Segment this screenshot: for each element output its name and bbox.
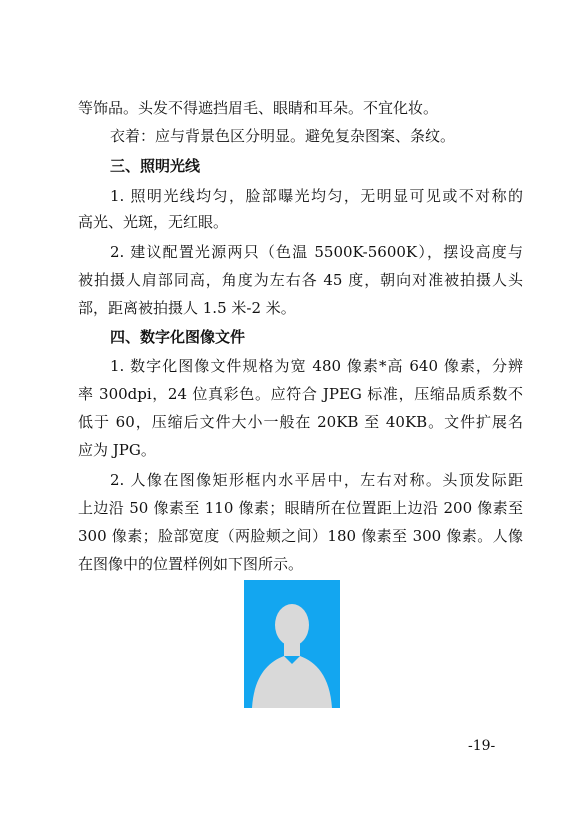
text-line: 衣着：应与背景色区分明显。避免复杂图案、条纹。	[110, 127, 456, 145]
person-silhouette-icon	[244, 580, 340, 708]
text-line: 部，距离被拍摄人 1.5 米-2 米。	[78, 299, 296, 317]
text-line: 1. 数字化图像文件规格为宽 480 像素*高 640 像素，分辨	[110, 357, 523, 375]
text-line: 1. 照明光线均匀，脸部曝光均匀，无明显可见或不对称的	[110, 187, 523, 205]
text-line: 高光、光斑，无红眼。	[78, 213, 229, 231]
text-line: 300 像素；脸部宽度（两脸颊之间）180 像素至 300 像素。人像	[78, 527, 523, 545]
section-heading: 四、数字化图像文件	[110, 328, 246, 346]
text-line: 2. 人像在图像矩形框内水平居中，左右对称。头顶发际距	[110, 471, 523, 489]
page-number: -19-	[468, 738, 496, 754]
text-line: 上边沿 50 像素至 110 像素；眼睛所在位置距上边沿 200 像素至	[78, 499, 523, 517]
text-line: 率 300dpi，24 位真彩色。应符合 JPEG 标准，压缩品质系数不	[78, 385, 523, 403]
text-line: 应为 JPG。	[78, 441, 156, 459]
text-line: 被拍摄人肩部同高，角度为左右各 45 度，朝向对准被拍摄人头	[78, 271, 523, 289]
text-line: 低于 60，压缩后文件大小一般在 20KB 至 40KB。文件扩展名	[78, 413, 523, 431]
text-line: 等饰品。头发不得遮挡眉毛、眼睛和耳朵。不宜化妆。	[78, 99, 439, 117]
sample-photo	[244, 580, 340, 708]
text-line: 2. 建议配置光源两只（色温 5500K-5600K），摆设高度与	[110, 243, 523, 261]
section-heading: 三、照明光线	[110, 157, 201, 175]
text-line: 在图像中的位置样例如下图所示。	[78, 555, 304, 573]
